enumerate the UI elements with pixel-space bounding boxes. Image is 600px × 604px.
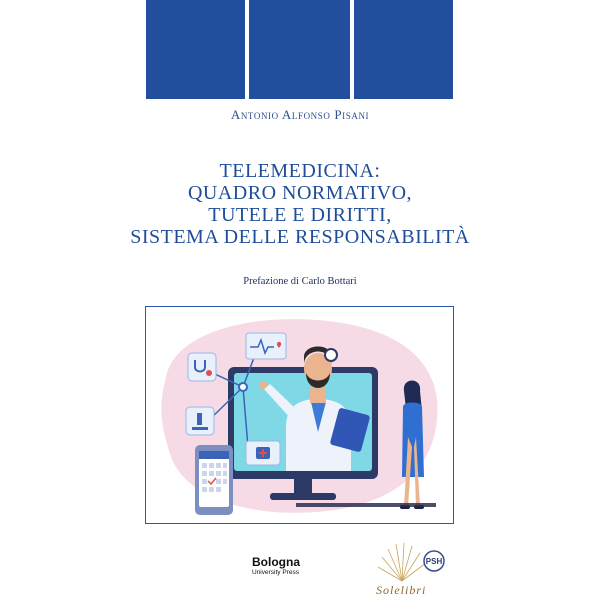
psh-badge-text: PSH bbox=[425, 557, 443, 566]
bologna-name: Bologna bbox=[252, 555, 300, 569]
telemedicine-illustration bbox=[146, 307, 454, 524]
title-line: QUADRO NORMATIVO, bbox=[187, 182, 413, 204]
calendar-app-icon bbox=[195, 445, 233, 515]
heartbeat-monitor-icon bbox=[246, 333, 286, 359]
title-line: TUTELE E DIRITTI, bbox=[208, 204, 392, 226]
bologna-university-press-logo bbox=[252, 556, 332, 577]
book-title bbox=[0, 160, 600, 248]
solelibri-logo bbox=[370, 541, 450, 599]
monitor-stand bbox=[270, 493, 336, 500]
title-line: TELEMEDICINA: bbox=[219, 160, 381, 182]
author-name: Antonio Alfonso Pisani bbox=[230, 107, 370, 122]
microscope-icon bbox=[186, 407, 214, 435]
cover-top-blocks bbox=[146, 0, 453, 99]
solelibri-name: Solelibri bbox=[376, 583, 427, 597]
medical-kit-icon bbox=[246, 441, 280, 465]
head-mirror bbox=[325, 349, 337, 361]
preface-credit: Prefazione di Carlo Bottari bbox=[243, 276, 357, 287]
bologna-subtitle: University Press bbox=[252, 569, 299, 576]
cover-block-left bbox=[146, 0, 245, 99]
cover-illustration bbox=[145, 306, 454, 524]
cover-block-right bbox=[354, 0, 453, 99]
cover-block-middle bbox=[249, 0, 350, 99]
title-line: SISTEMA DELLE RESPONSABILITÀ bbox=[130, 226, 470, 248]
monitor-neck bbox=[294, 479, 312, 493]
stethoscope-icon bbox=[188, 353, 216, 381]
